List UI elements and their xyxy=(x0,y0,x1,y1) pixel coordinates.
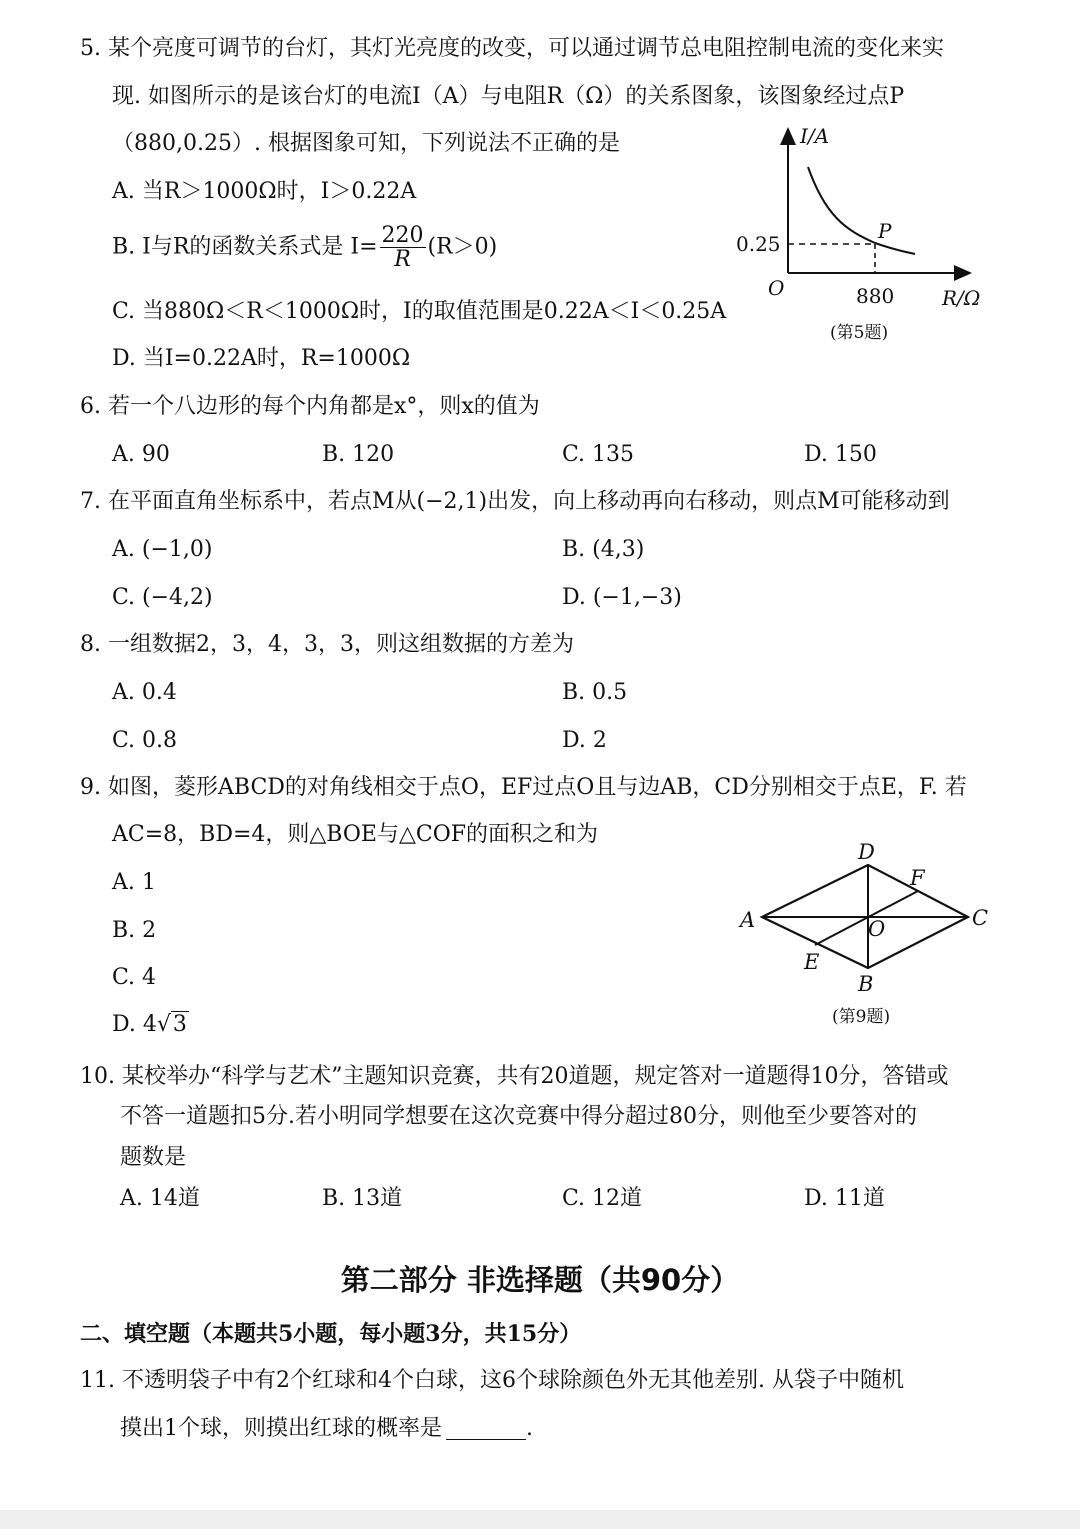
fraction-denominator: R xyxy=(394,247,411,273)
q5-curve xyxy=(808,167,915,254)
q9-stem-line1: 9. 如图，菱形ABCD的对角线相交于点O，EF过点O且与边AB，CD分别相交于点E，F. 若 xyxy=(80,775,967,800)
q5-option-b-fraction xyxy=(380,224,426,271)
point-o-label: O xyxy=(868,917,886,941)
q6-option-b: B. 120 xyxy=(322,442,395,467)
q5-caption: (第5题) xyxy=(830,323,889,343)
q5-y-axis-label: I/A xyxy=(800,124,830,148)
q10-stem-line1: 10. 某校举办“科学与艺术”主题知识竞赛，共有20道题，规定答对一道题得10分，答错或 xyxy=(80,1064,949,1089)
q7-stem: 7. 在平面直角坐标系中，若点M从(−2,1)出发，向上移动再向右移动，则点M可能移动到 xyxy=(80,489,950,514)
q9-option-b: B. 2 xyxy=(112,918,157,943)
q10-option-d: D. 11道 xyxy=(804,1186,885,1211)
q5-option-b-prefix: B. I与R的函数关系式是 I= xyxy=(112,234,378,260)
radical-sign-icon: √ xyxy=(156,1012,171,1037)
q5-tick-x-label: 880 xyxy=(856,284,895,308)
q5-option-b xyxy=(112,224,497,271)
q11-stem-text: 摸出1个球，则摸出红球的概率是 xyxy=(120,1416,442,1441)
point-f-label: F xyxy=(910,866,925,890)
vertex-b-label: B xyxy=(858,972,874,996)
q8-option-c: C. 0.8 xyxy=(112,728,178,753)
q5-stem-line3: （880,0.25）. 根据图象可知，下列说法不正确的是 xyxy=(112,131,620,156)
q10-option-b: B. 13道 xyxy=(322,1186,403,1211)
q6-stem: 6. 若一个八边形的每个内角都是x°，则x的值为 xyxy=(80,394,540,419)
answer-blank xyxy=(446,1439,526,1440)
q5-point-p-label: P xyxy=(878,219,892,243)
q9-option-d-radicand: 3 xyxy=(172,1012,187,1037)
q9-rhombus-figure xyxy=(730,835,1000,1035)
q8-option-a: A. 0.4 xyxy=(112,680,177,705)
vertex-d-label: D xyxy=(858,840,875,864)
q9-option-d xyxy=(112,1014,189,1036)
q7-option-c: C. (−4,2) xyxy=(112,585,213,610)
point-e-label: E xyxy=(804,950,820,974)
q9-option-c: C. 4 xyxy=(112,965,157,990)
q9-option-d-prefix: D. 4 xyxy=(112,1012,157,1037)
fraction-numerator: 220 xyxy=(381,223,424,248)
q5-option-a: A. 当R＞1000Ω时，I＞0.22A xyxy=(112,179,417,204)
q6-option-a: A. 90 xyxy=(112,442,170,467)
q5-option-b-suffix: (R＞0) xyxy=(427,234,498,260)
q8-option-b: B. 0.5 xyxy=(562,680,628,705)
q5-option-d: D. 当I=0.22A时，R=1000Ω xyxy=(112,346,411,371)
part2-section-heading: 二、填空题（本题共5小题，每小题3分，共15分） xyxy=(80,1321,582,1347)
q6-option-d: D. 150 xyxy=(804,442,877,467)
q5-origin-label: O xyxy=(768,276,785,300)
q7-option-b: B. (4,3) xyxy=(562,537,645,562)
q11-stem-end: . xyxy=(526,1416,533,1441)
q5-option-c: C. 当880Ω＜R＜1000Ω时，I的取值范围是0.22A＜I＜0.25A xyxy=(112,299,727,324)
q9-option-a: A. 1 xyxy=(112,870,156,895)
part2-title: 第二部分 非选择题（共90分） xyxy=(340,1263,740,1297)
q11-stem-line2 xyxy=(120,1418,533,1440)
q10-stem-line3: 题数是 xyxy=(120,1145,187,1170)
q9-stem-line2: AC=8，BD=4，则△BOE与△COF的面积之和为 xyxy=(112,822,599,847)
q5-tick-y-label: 0.25 xyxy=(736,232,781,256)
q9-caption: (第9题) xyxy=(832,1007,891,1027)
q7-option-a: A. (−1,0) xyxy=(112,537,213,562)
q5-stem-line2: 现. 如图所示的是该台灯的电流I（A）与电阻R（Ω）的关系图象，该图象经过点P xyxy=(112,84,905,109)
q5-stem-line1: 5. 某个亮度可调节的台灯，其灯光亮度的改变，可以通过调节总电阻控制电流的变化来实 xyxy=(80,36,944,61)
q6-option-c: C. 135 xyxy=(562,442,635,467)
q10-stem-line2: 不答一道题扣5分.若小明同学想要在这次竞赛中得分超过80分，则他至少要答对的 xyxy=(120,1104,917,1129)
vertex-a-label: A xyxy=(740,908,756,932)
q10-option-a: A. 14道 xyxy=(120,1186,200,1211)
page-bottom-edge xyxy=(0,1510,1080,1529)
q8-option-d: D. 2 xyxy=(562,728,607,753)
q5-x-axis-label: R/Ω xyxy=(942,286,981,310)
q10-option-c: C. 12道 xyxy=(562,1186,643,1211)
q7-option-d: D. (−1,−3) xyxy=(562,585,682,610)
q8-stem: 8. 一组数据2，3，4，3，3，则这组数据的方差为 xyxy=(80,632,574,657)
q5-graph xyxy=(730,115,1010,350)
vertex-c-label: C xyxy=(972,906,989,930)
q11-stem-line1: 11. 不透明袋子中有2个红球和4个白球，这6个球除颜色外无其他差别. 从袋子中随机 xyxy=(80,1368,904,1393)
